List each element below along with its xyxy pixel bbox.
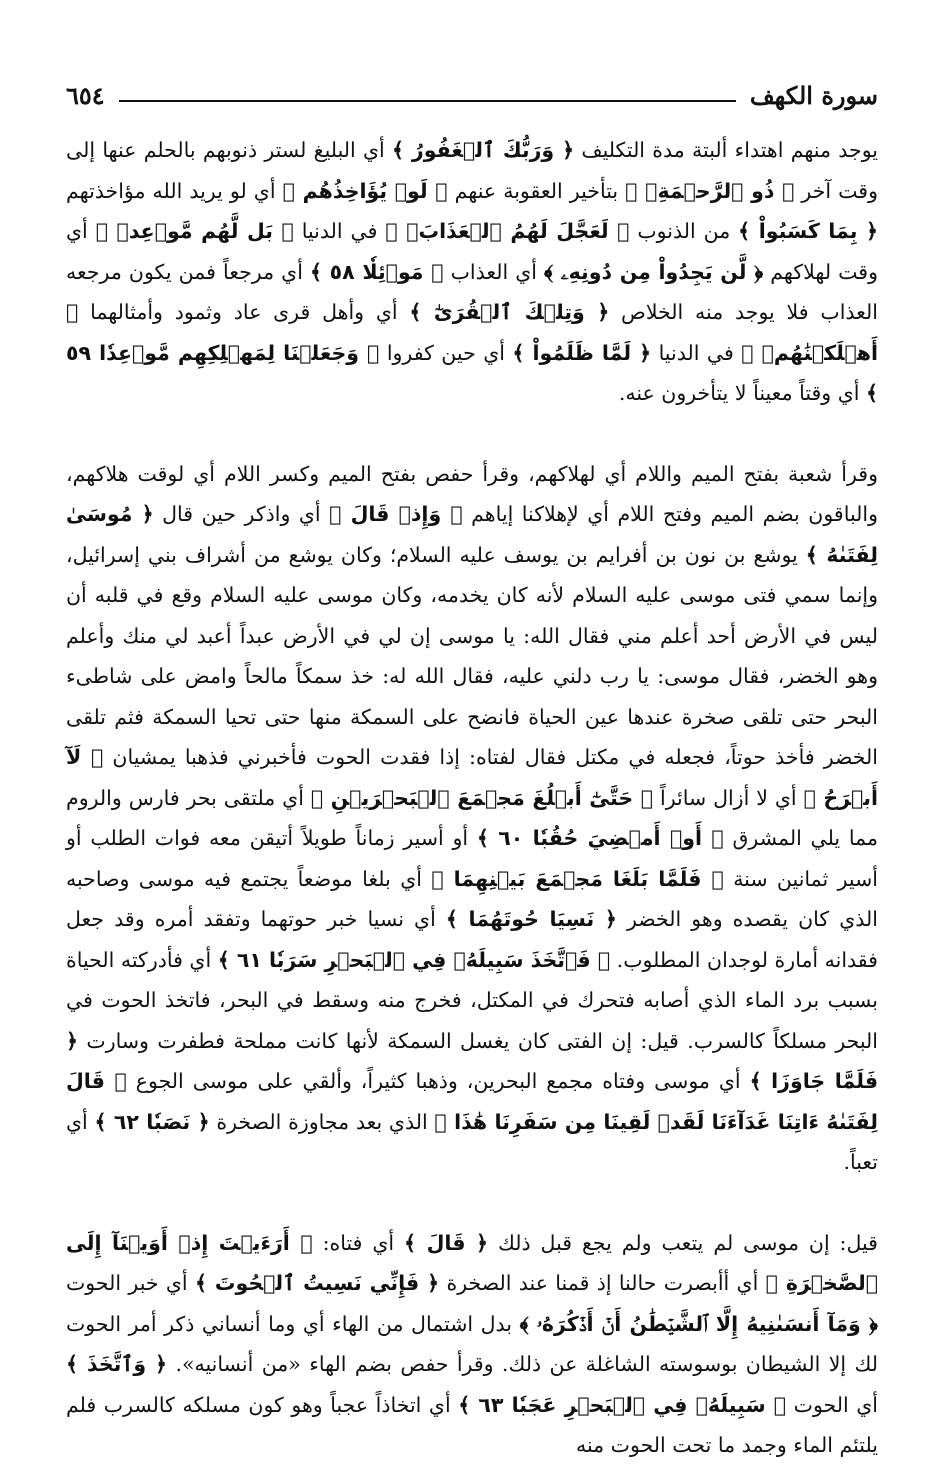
commentary-text: أي ملتقى بحر فارس والروم مما يلي المشرق	[66, 785, 878, 850]
paragraph-gap	[66, 414, 878, 454]
commentary-text: من الذنوب	[629, 219, 739, 243]
commentary-text: أي وقتاً معيناً لا يتأخرون عنه.	[618, 381, 866, 405]
quran-quote: ﴿ لَآ أَبۡرَحُ ﴾	[66, 745, 878, 810]
quran-quote: ﴿ قَالَ ﴾	[404, 1230, 489, 1255]
commentary-text: أي موسى وفتاه مجمع البحرين، وذهبا كثيراً، وألقي على موسى الجوع	[126, 1069, 750, 1093]
surah-title: سورة الكهف	[749, 81, 878, 110]
page-number: ٦٥٤	[66, 81, 105, 110]
commentary-text: بدل اشتمال من الهاء أي وما أنساني ذكر أمر الحوت لك إلا الشيطان بوسوسته الشاغلة عن ذلك. وقرأ حفص بضم الهاء «من أنسانيه».	[66, 1311, 878, 1376]
quran-quote: ﴿ أَوۡ أَمۡضِيَ حُقُبٗا ٦٠ ﴾	[476, 826, 724, 850]
quran-quote: ﴿ فَٱتَّخَذَ سَبِيلَهُۥ فِي ٱلۡبَحۡرِ سَرَبٗا ٦١ ﴾	[217, 947, 611, 972]
quran-quote: ﴿ قَالَ لِفَتَىٰهُ ءَاتِنَا غَدَآءَنَا لَقَدۡ لَقِينَا مِن سَفَرِنَا هَٰذَا ﴾	[66, 1069, 878, 1134]
quran-quote: ﴿ بَل لَّهُم مَّوۡعِدٞ ﴾	[95, 219, 294, 243]
commentary-text: يوشع بن نون بن أفرايم بن يوسف عليه السلام؛ وكان يوشع من أشراف بني إسرائيل، وإنما سمي فتى موسى عليه السلام لأنه كان يخدمه، وكان موسى عليه السلام وقع في قلبه أن ليس في الأرض أحد أعلم مني فقال الله: يا موسى إن لي في الأرض عبداً أعبد لي منك وأعلم وهو الخضر، فقال موسى: يا رب دلني عليه، فقال الله له: خذ سمكاً مالحاً وامض على شاطىء البحر حتى تلقى صخرة عندها عين الحياة فانضح على السمكة منها حتى تحيا السمكة فثم تلقى الخضر فأخذ حوتاً، فجعله في مكتل فقال لفتاه: إذا فقدت الحوت فأخبرني فذهبا يمشيان	[66, 542, 878, 769]
quran-quote: ﴿ سَبِيلَهُۥ فِي ٱلۡبَحۡرِ عَجَبٗا ٦٣ ﴾	[458, 1392, 787, 1417]
commentary-text: أي الحوت	[786, 1392, 878, 1417]
quran-quote: ﴿ وَتِلۡكَ ٱلۡقُرَىٰٓ ﴾	[409, 300, 610, 324]
commentary-text: أي اتخاذاً عجباً وهو كون مسلكه كالسرب فلم يلتئم الماء وجمد ما تحت الحوت منه	[66, 1392, 878, 1457]
commentary-text: أي حين كفروا	[379, 340, 513, 365]
commentary-text: في الدنيا	[651, 340, 742, 365]
quran-quote: ﴿ نَصَبٗا ٦٢ ﴾	[94, 1109, 210, 1134]
quran-quote: ﴿ لَّن يَجِدُواْ مِن دُونِهِۦ ﴾	[544, 259, 764, 284]
commentary-text: أو أسير زماناً طويلاً أتيقن معه فوات الطلب أو أسير ثمانين سنة	[66, 826, 878, 891]
quran-quote: ﴿ وَرَبُّكَ ٱلۡغَفُورُ ﴾	[392, 138, 575, 162]
commentary-text: أي مرجعاً فمن يكون مرجعه العذاب فلا يوجد منه الخلاص	[66, 259, 878, 324]
commentary-text: أي فتاه:	[312, 1230, 405, 1255]
quran-quote: ﴿ ذُو ٱلرَّحۡمَةِۖ ﴾	[625, 178, 795, 203]
quran-quote: ﴿ فَإِنِّي نَسِيتُ ٱلۡحُوتَ ﴾	[194, 1271, 440, 1295]
commentary-text: وقرأ شعبة بفتح الميم واللام أي لهلاكهم، وقرأ حفص بفتح الميم وكسر اللام أي لوقت هلاكهم، والباقون بضم الميم وفتح اللام أي لإهلاكنا إياهم	[66, 461, 878, 526]
quran-quote: ﴿ وَجَعَلۡنَا لِمَهۡلِكِهِم مَّوۡعِدٗا ٥٩ ﴾	[66, 340, 878, 405]
commentary-paragraph-2	[66, 454, 878, 1183]
commentary-text: أي نسيا خبر حوتهما وتفقد أمره وقد جعل فقدانه أمارة لوجدان المطلوب.	[66, 907, 878, 972]
quran-quote: ﴿ مُوسَىٰ لِفَتَىٰهُ ﴾	[66, 502, 878, 567]
quran-quote: ﴿ فَلَمَّا بَلَغَا مَجۡمَعَ بَيۡنِهِمَا ﴾	[431, 866, 724, 891]
quran-quote: ﴿ أَرَءَيۡتَ إِذۡ أَوَيۡنَآ إِلَى ٱلصَّخۡرَةِ ﴾	[66, 1230, 878, 1295]
quran-quote: ﴿ فَلَمَّا جَاوَزَا ﴾	[66, 1028, 879, 1093]
commentary-text: بتأخير العقوبة عنهم	[447, 178, 626, 203]
quran-quote: ﴿ لَعَجَّلَ لَهُمُ ٱلۡعَذَابَۚ ﴾	[385, 219, 630, 243]
commentary-text: أي أأبصرت حالنا إذ قمنا عند الصخرة	[439, 1271, 766, 1295]
commentary-paragraph-1	[66, 130, 878, 414]
quran-quote: ﴿ أَهۡلَكۡنَٰهُمۡ ﴾	[66, 300, 878, 365]
commentary-text: أي تعباً.	[66, 1109, 878, 1174]
commentary-text: أي خبر الحوت	[66, 1271, 195, 1295]
quran-quote: ﴿ وَإِذۡ قَالَ ﴾	[329, 502, 463, 526]
commentary-text: أي لا أزال سائراً	[653, 785, 804, 810]
commentary-text: أي بلغا موضعاً يجتمع فيه موسى وصاحبه الذي كان يقصده وهو الخضر	[66, 866, 878, 931]
quran-quote: ﴿ لَمَّا ظَلَمُواْ ﴾	[512, 340, 652, 365]
header-divider	[119, 100, 736, 102]
commentary-text: أي البليغ لستر ذنوبهم بالحلم عنها إلى وقت آخر	[66, 138, 879, 203]
commentary-text: قيل: إن موسى لم يتعب ولم يجع قبل ذلك	[488, 1230, 878, 1255]
commentary-text: أي واذكر حين قال	[153, 502, 330, 526]
commentary-text: الذي بعد مجاوزة الصخرة	[209, 1109, 435, 1134]
quran-quote: ﴿ مَوۡئِلٗا ٥٨ ﴾	[309, 259, 444, 284]
page-header	[66, 60, 878, 110]
commentary-text: في الدنيا	[293, 219, 386, 243]
commentary-text: أي وقت لهلاكهم	[66, 219, 878, 284]
commentary-text: أي لو يريد الله مؤاخذتهم	[66, 178, 283, 203]
quran-quote: ﴿ وَٱتَّخَذَ ﴾	[66, 1352, 168, 1376]
quran-quote: ﴿ حَتَّىٰٓ أَبۡلُغَ مَجۡمَعَ ٱلۡبَحۡرَيۡنِ ﴾	[310, 785, 654, 810]
commentary-text: يوجد منهم اهتداء ألبتة مدة التكليف	[574, 138, 878, 162]
quran-quote: ﴿ لَوۡ يُؤَاخِذُهُم ﴾	[282, 178, 448, 203]
commentary-text: أي العذاب	[443, 259, 545, 284]
commentary-text: أي وأهل قرى عاد وثمود وأمثالهما	[78, 300, 410, 324]
paragraph-gap	[66, 1183, 878, 1223]
commentary-paragraph-3	[66, 1223, 878, 1466]
quran-quote: ﴿ بِمَا كَسَبُواْ ﴾	[738, 219, 878, 243]
quran-quote: ﴿ نَسِيَا حُوتَهُمَا ﴾	[445, 907, 617, 931]
quran-quote: ﴿ وَمَآ أَنسَىٰنِيهُ إِلَّا ٱلشَّيۡطَٰنُ أَنۡ أَذۡكُرَهُۥ ﴾	[519, 1311, 878, 1336]
commentary-text: أي فأدركته الحياة بسبب برد الماء الذي أصابه فتحرك في المكتل، فخرج منه وسقط في البحر، فاتخذ الحوت في البحر مسلكاً كالسرب. قيل: إن الفتى كان يغسل السمكة لأنها كانت مملحة فطفرت وسارت	[66, 947, 878, 1053]
